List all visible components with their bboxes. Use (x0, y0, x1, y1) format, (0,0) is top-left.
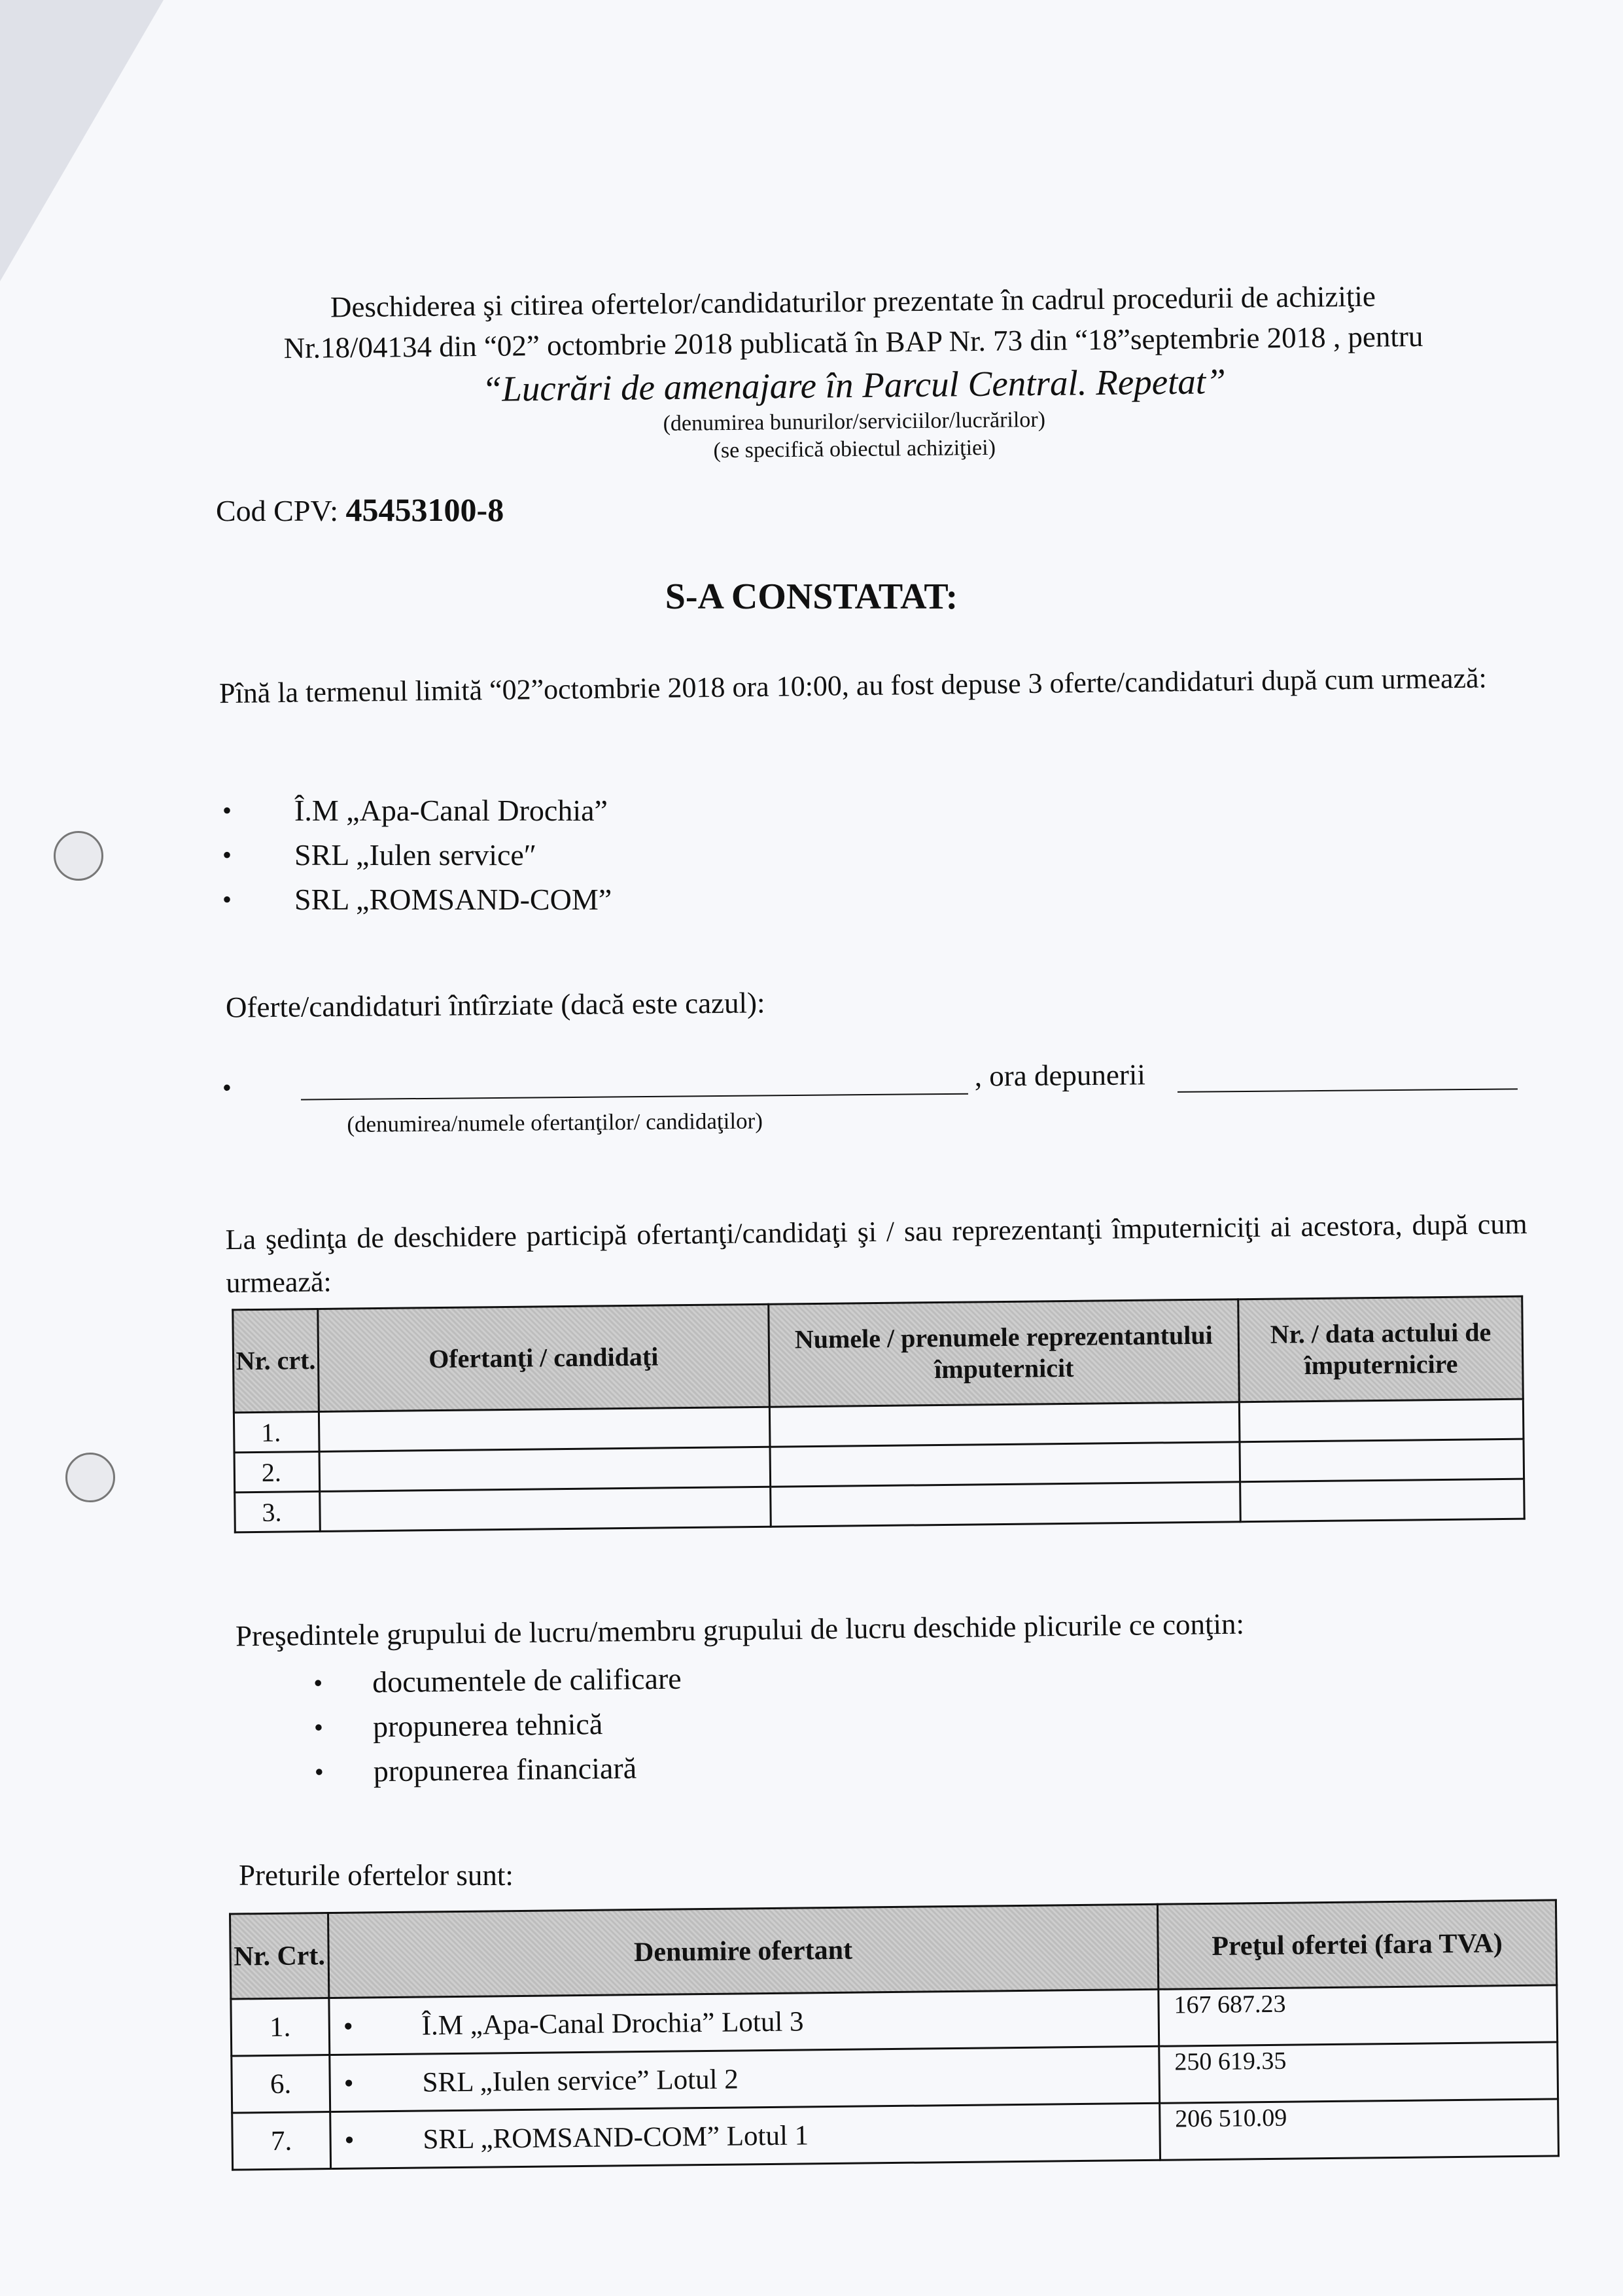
col-header-nr: Nr. crt. (233, 1309, 319, 1412)
cpv-code (216, 491, 504, 529)
offer-price: 250 619.35 (1159, 2042, 1558, 2103)
offer-price: 206 510.09 (1160, 2099, 1559, 2160)
col-header-authorization: Nr. / data actului de împuternicire (1238, 1296, 1523, 1402)
offer-price: 167 687.23 (1159, 1985, 1558, 2046)
row-number: 6. (232, 2055, 330, 2113)
row-number: 1. (231, 1998, 330, 2057)
section-heading: S-A CONSTATAT: (665, 576, 958, 617)
list-item: • SRL „ROMSAND-COM” (222, 877, 612, 922)
procurement-title: “Lucrări de amenajare în Parcul Central. Repetat” (481, 361, 1227, 409)
bullet: • (343, 2011, 353, 2042)
row-number: 3. (235, 1491, 320, 1532)
late-offers-line (222, 1054, 1518, 1137)
list-item: • Î.M „Apa-Canal Drochia” (222, 788, 612, 833)
row-number: 7. (232, 2112, 331, 2170)
president-paragraph: Preşedintele grupului de lucru/membru grupului de lucru deschide plicurile ce conţin: (235, 1607, 1245, 1653)
deadline-paragraph: Pînă la termenul limită “02”octombrie 2018 ora 10:00, au fost depuse 3 oferte/candidaturi după cum urmează: (218, 662, 1488, 710)
intro-note-2: (se specifică obiectul achiziţiei) (713, 435, 996, 463)
time-label: , ora depunerii (974, 1058, 1146, 1093)
folded-corner (0, 0, 164, 281)
bidder-name: SRL „ROMSAND-COM” Lotul 1 (423, 2119, 809, 2155)
col-header-bidder-name: Denumire ofertant (328, 1904, 1158, 1998)
bullet: • (344, 2125, 355, 2156)
late-offers-label: Oferte/candidaturi întîrziate (dacă este cazul): (225, 986, 765, 1024)
offers-list (222, 788, 612, 922)
bidder-name: Î.M „Apa-Canal Drochia” Lotul 3 (421, 2005, 804, 2041)
intro-block (202, 275, 1506, 470)
col-header-representative: Numele / prenumele reprezentantului împuternicit (768, 1299, 1240, 1407)
list-item: • propunerea financiară (314, 1746, 682, 1795)
participants-table (232, 1296, 1525, 1534)
cpv-value: 45453100-8 (345, 491, 504, 528)
participants-paragraph: La şedinţa de deschidere participă ofertanţi/candidaţi şi / sau reprezentanţi împuterniciţi ai acestora, după cum urmează: (225, 1207, 1527, 1299)
intro-line-2: Nr.18/04134 din “02” octombrie 2018 publicată în BAP Nr. 73 din “18”septembrie 2018 , pentru (283, 319, 1423, 365)
prices-label: Preturile ofertelor sunt: (239, 1859, 514, 1892)
bullet: • (222, 1072, 232, 1103)
col-header-price: Preţul ofertei (fara TVA) (1157, 1900, 1556, 1989)
row-number: 2. (234, 1451, 319, 1492)
col-header-nr: Nr. Crt. (230, 1913, 329, 2000)
list-item: • propunerea tehnică (314, 1701, 682, 1750)
intro-line-1: Deschiderea şi citirea ofertelor/candidaturilor prezentate în cadrul procedurii de achiziţie (330, 279, 1376, 324)
col-header-bidders: Ofertanţi / candidaţi (318, 1304, 769, 1411)
intro-note-1: (denumirea bunurilor/serviciilor/lucrărilor) (663, 407, 1046, 436)
list-item: • SRL „Iulen service″ (222, 833, 612, 877)
bullet: • (343, 2068, 354, 2099)
cpv-label: Cod CPV: (216, 494, 339, 527)
envelope-contents-list (313, 1657, 683, 1795)
row-number: 1. (234, 1411, 319, 1452)
punch-hole (65, 1453, 115, 1502)
blank-caption: (denumirea/numele ofertanţilor/ candidaţilor) (347, 1108, 763, 1137)
punch-hole (54, 831, 103, 881)
name-blank (301, 1093, 968, 1101)
list-item: • documentele de calificare (313, 1657, 682, 1706)
time-blank (1178, 1088, 1518, 1093)
bidder-name: SRL „Iulen service” Lotul 2 (422, 2063, 739, 2098)
prices-table (229, 1899, 1560, 2170)
